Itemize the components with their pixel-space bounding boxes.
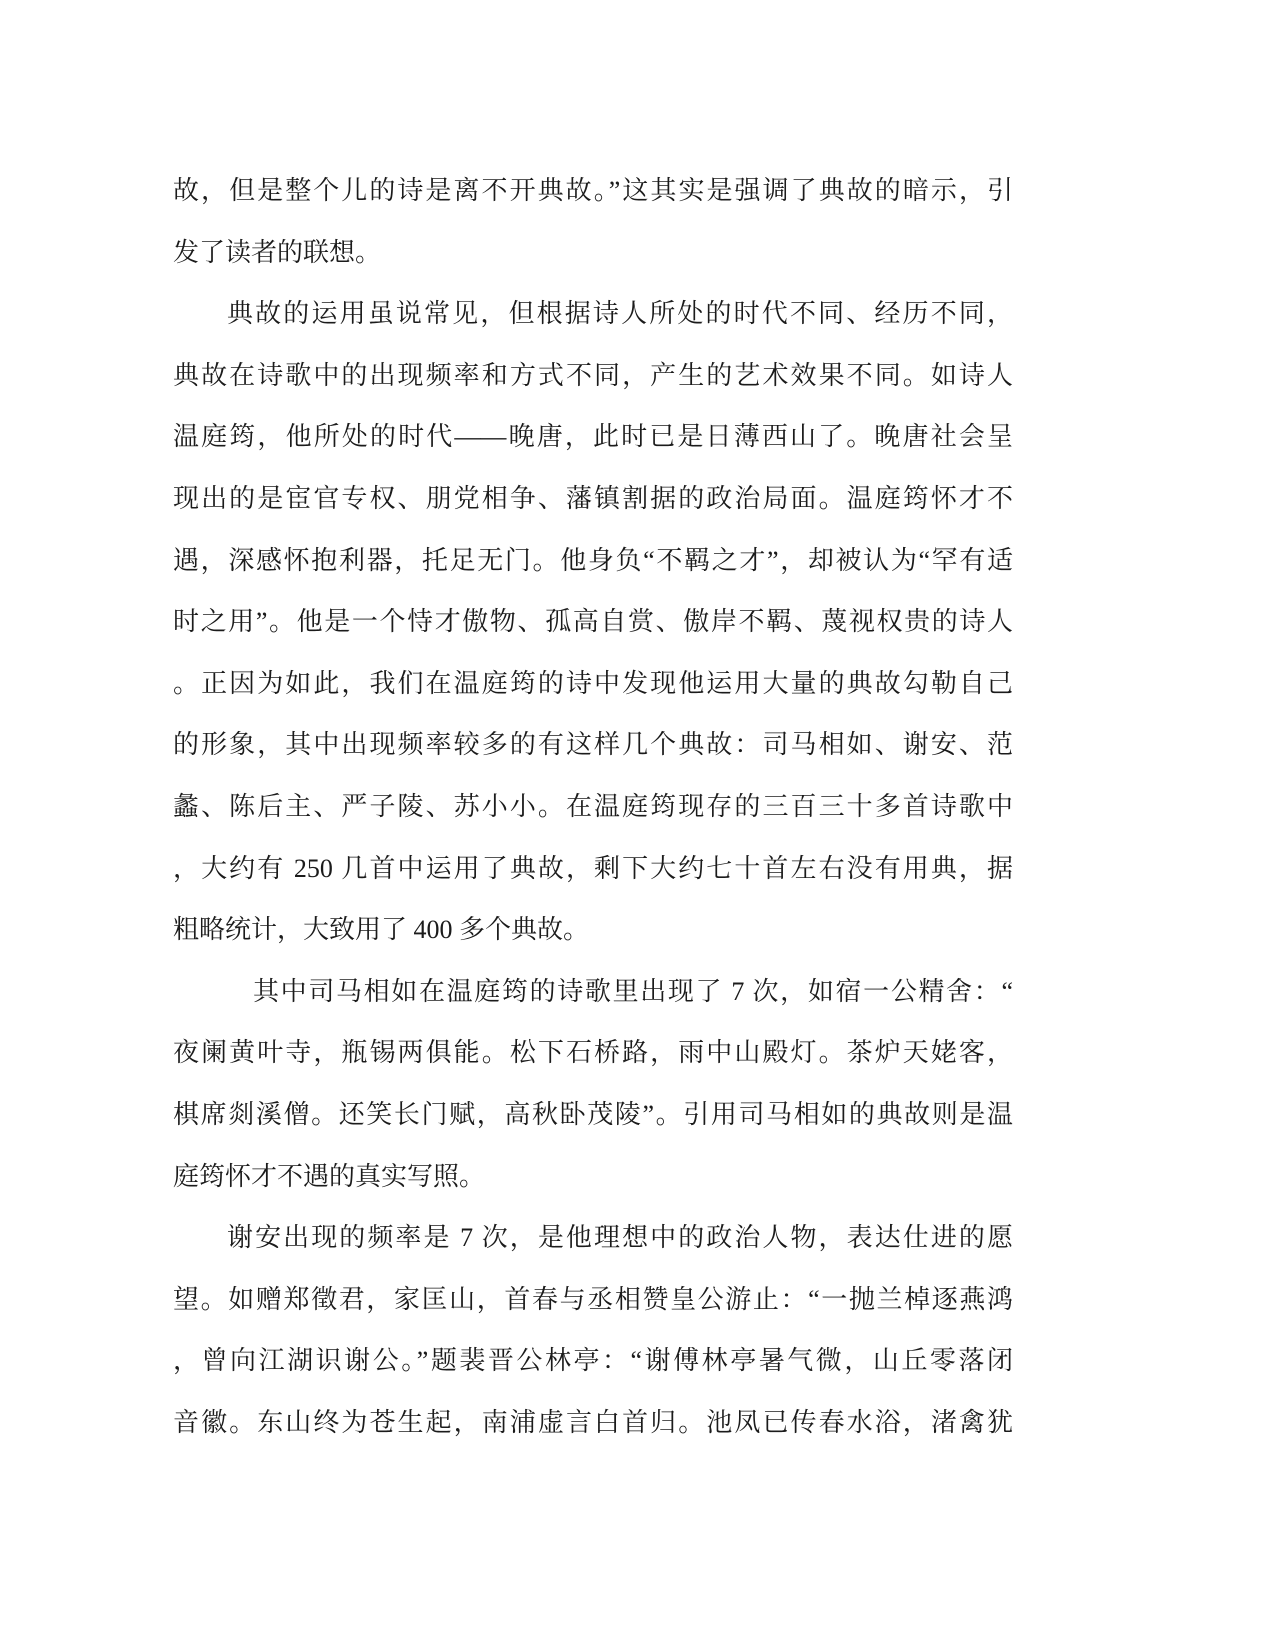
text-line: 谢安出现的频率是 7 次，是他理想中的政治人物，表达仕进的愿 — [227, 1223, 1013, 1253]
text-line: ，大约有 250 几首中运用了典故，剩下大约七十首左右没有用典，据 — [173, 853, 1013, 883]
text-line: 发了读者的联想。 — [173, 237, 382, 267]
text-line: 时之用”。他是一个恃才傲物、孤高自赏、傲岸不羁、蔑视权贵的诗人 — [173, 607, 1013, 637]
text-line: 庭筠怀才不遇的真实写照。 — [173, 1161, 486, 1191]
text-line: 故，但是整个儿的诗是离不开典故。”这其实是强调了典故的暗示，引 — [173, 176, 1013, 205]
text-line: 其中司马相如在温庭筠的诗歌里出现了 7 次，如宿一公精舍：“ — [253, 976, 1013, 1006]
text-line: 粗略统计，大致用了 400 多个典故。 — [173, 915, 590, 945]
text-line: 典故的运用虽说常见，但根据诗人所处的时代不同、经历不同， — [227, 299, 1013, 329]
text-line: 夜阑黄叶寺，瓶锡两俱能。松下石桥路，雨中山殿灯。茶炉天姥客， — [173, 1038, 1013, 1068]
text-line: 典故在诗歌中的出现频率和方式不同，产生的艺术效果不同。如诗人 — [173, 360, 1013, 390]
text-line: 棋席剡溪僧。还笑长门赋，高秋卧茂陵”。引用司马相如的典故则是温 — [173, 1099, 1013, 1129]
text-line: 。正因为如此，我们在温庭筠的诗中发现他运用大量的典故勾勒自己 — [173, 668, 1013, 698]
text-line: 音徽。东山终为苍生起，南浦虚言白首归。池凤已传春水浴，渚禽犹 — [173, 1407, 1013, 1437]
body-text — [173, 160, 1013, 1453]
text-line: 的形象，其中出现频率较多的有这样几个典故：司马相如、谢安、范 — [173, 730, 1013, 760]
text-line: 遇，深感怀抱利器，托足无门。他身负“不羁之才”，却被认为“罕有适 — [173, 545, 1013, 575]
text-line: 温庭筠，他所处的时代——晚唐，此时已是日薄西山了。晚唐社会呈 — [173, 422, 1013, 452]
text-line: 蠡、陈后主、严子陵、苏小小。在温庭筠现存的三百三十多首诗歌中 — [173, 791, 1013, 821]
text-line: ，曾向江湖识谢公。”题裴晋公林亭：“谢傅林亭暑气微，山丘零落闭 — [173, 1346, 1013, 1376]
text-line: 现出的是宦官专权、朋党相争、藩镇割据的政治局面。温庭筠怀才不 — [173, 483, 1013, 513]
text-line: 望。如赠郑徵君，家匡山，首春与丞相赞皇公游止：“一抛兰棹逐燕鸿 — [173, 1284, 1013, 1314]
